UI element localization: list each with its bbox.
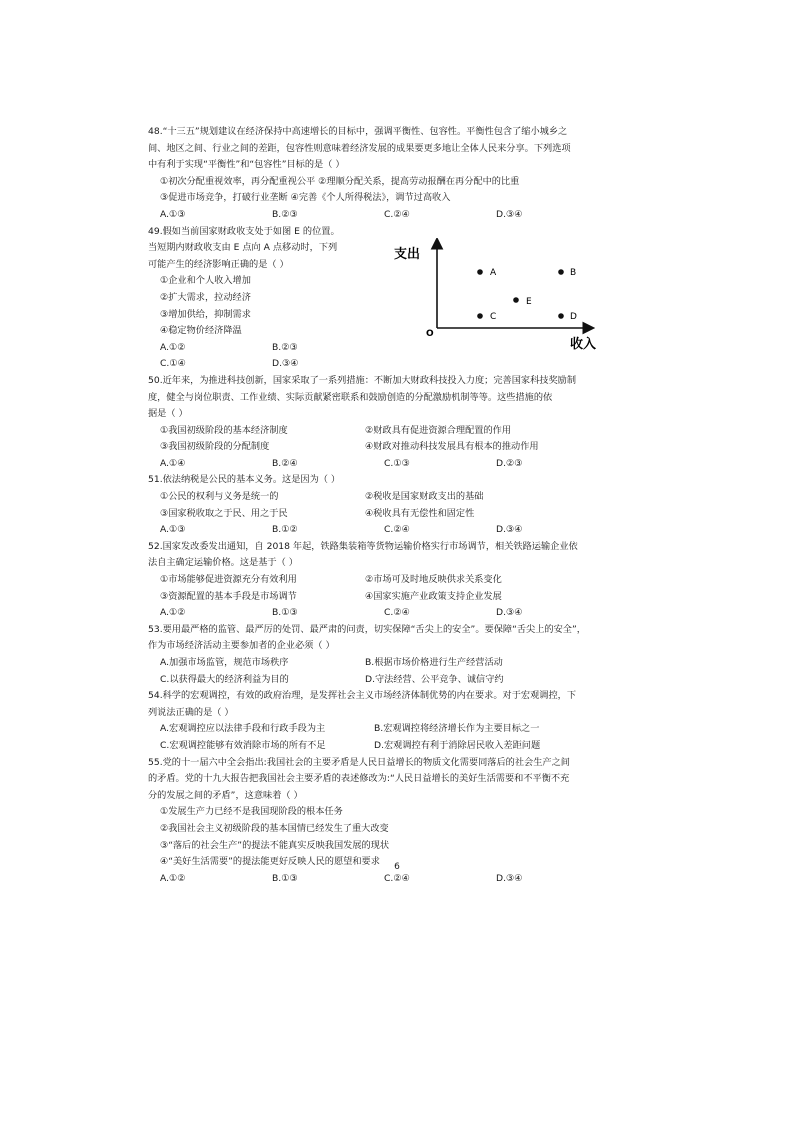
question-stem: 49.假如当前国家财政收支处于如图 E 的位置。 (148, 225, 340, 237)
answer-options (148, 207, 642, 224)
statement: ③资源配置的基本手段是市场调节 (160, 590, 297, 602)
statement: ④“美好生活需要”的提法能更好反映人民的愿望和要求 (160, 856, 380, 868)
option-d: D.守法经营、公平竞争、诚信守约 (365, 673, 504, 685)
statement: ②税收是国家财政支出的基础 (365, 491, 484, 503)
statement-row (148, 589, 642, 606)
question-stem: 中有利于实现“平衡性”和“包容性”目标的是（ ） (148, 159, 345, 171)
answer-options (148, 738, 642, 755)
question-54 (148, 688, 642, 754)
question-51 (148, 472, 642, 538)
answer-options (148, 721, 642, 738)
statement: ①我国初级阶段的基本经济制度 (160, 424, 288, 436)
question-stem: 51.依法纳税是公民的基本义务。这是因为（ ） (148, 474, 341, 486)
question-stem: 50.近年来，为推进科技创新，国家采取了一系列措施：不断加大财政科技投入力度；完善国家科技奖励制 (148, 374, 577, 386)
question-49 (148, 224, 642, 373)
option-b: B.②③ (272, 208, 298, 220)
point-b-label: B (570, 267, 577, 278)
point-c-label: C (490, 311, 497, 322)
question-50 (148, 373, 642, 473)
option-b: B.②③ (272, 341, 298, 353)
question-stem: 作为市场经济活动主要参加者的企业必须（ ） (148, 640, 335, 652)
option-a: A.①② (160, 872, 186, 884)
question-stem: 据是（ ） (148, 408, 188, 420)
answer-options (148, 871, 642, 888)
question-stem: 法自主确定运输价格。这是基于（ ） (148, 557, 298, 569)
point-a (477, 269, 483, 275)
statement: ③国家税收取之于民、用之于民 (160, 507, 288, 519)
question-stem: 当短期内财政收支由 E 点向 A 点移动时，下列 (148, 242, 338, 254)
option-d: D.宏观调控有利于消除居民收入差距问题 (374, 739, 541, 751)
statement-row (148, 572, 642, 589)
statement-row (148, 423, 642, 440)
x-axis-label: 收入 (570, 336, 597, 350)
answer-options (148, 605, 642, 622)
origin-label: O (426, 328, 434, 339)
point-e-label: E (526, 296, 532, 307)
question-48 (148, 124, 642, 224)
point-d-label: D (570, 311, 577, 322)
option-c: C.宏观调控能够有效消除市场的所有不足 (160, 739, 326, 751)
option-a: A.①④ (160, 457, 186, 469)
question-stem: 53.要用最严格的监管、最严厉的处罚、最严肃的问责，切实保障“舌尖上的安全”。要保障“舌尖上的安全”， (148, 623, 586, 635)
statement: ②我国社会主义初级阶段的基本国情已经发生了重大改变 (160, 822, 389, 834)
option-c: C.①③ (384, 457, 410, 469)
statement: ④国家实施产业政策支持企业发展 (365, 590, 502, 602)
answer-options (148, 522, 642, 539)
question-stem: 间、地区之间、行业之间的差距，包容性则意味着经济发展的成果要更多地让全体人民来分享。下列选项 (148, 142, 571, 154)
question-stem: 52.国家发改委发出通知，自 2018 年起，铁路集装箱等货物运输价格实行市场调节，相关铁路运输企业依 (148, 540, 578, 552)
question-stem: 可能产生的经济影响正确的是（ ） (148, 258, 289, 270)
answer-options (148, 672, 642, 689)
option-b: B.①② (272, 524, 298, 536)
option-d: D.③④ (272, 358, 299, 370)
statement: ③我国初级阶段的分配制度 (160, 441, 270, 453)
option-d: D.③④ (496, 872, 523, 884)
question-stem: 54.科学的宏观调控，有效的政府治理，是发挥社会主义市场经济体制优势的内在要求。对于宏观调控，下 (148, 690, 577, 702)
y-axis-label: 支出 (394, 246, 421, 262)
option-d: D.③④ (496, 208, 523, 220)
option-d: D.②③ (496, 457, 523, 469)
option-c: C.②④ (384, 524, 410, 536)
point-b (558, 269, 564, 275)
option-b: B.①③ (272, 607, 298, 619)
statement: ②扩大需求，拉动经济 (160, 291, 251, 303)
option-c: C.②④ (384, 872, 410, 884)
statement: ①初次分配重视效率，再分配重视公平 ②理顺分配关系，提高劳动报酬在再分配中的比重 (160, 175, 520, 187)
question-53 (148, 622, 642, 688)
option-a: A.加强市场监管，规范市场秩序 (160, 657, 289, 668)
statement: ④税收具有无偿性和固定性 (365, 507, 475, 519)
statement-row (148, 439, 642, 456)
option-c: C.①④ (160, 358, 186, 370)
point-e (513, 297, 519, 303)
question-stem: 度，健全与岗位职责、工作业绩、实际贡献紧密联系和鼓励创造的分配激励机制等等。这些措施的依 (148, 391, 553, 403)
statement: ③“落后的社会生产”的提法不能真实反映我国发展的现状 (160, 839, 390, 851)
option-d: D.③④ (496, 524, 523, 536)
statement: ①发展生产力已经不是我国现阶段的根本任务 (160, 806, 343, 818)
answer-options (148, 655, 642, 672)
option-c: C.以获得最大的经济利益为目的 (160, 673, 289, 685)
statement: ②市场可及时地反映供求关系变化 (365, 574, 502, 586)
statement: ④稳定物价经济降温 (160, 325, 242, 337)
question-stem: 48.“十三五”规划建议在经济保持中高速增长的目标中，强调平衡性、包容性。平衡性包含了缩小城乡之 (148, 126, 568, 137)
point-d (558, 313, 564, 319)
option-a: A.①③ (160, 208, 186, 220)
page-number: 6 (394, 862, 400, 872)
statement-row (148, 506, 642, 523)
question-stem: 列说法正确的是（ ） (148, 706, 234, 718)
point-a-label: A (490, 267, 497, 278)
answer-options (148, 356, 642, 373)
option-b: B.根据市场价格进行生产经营活动 (365, 657, 503, 668)
option-a: A.①② (160, 341, 186, 353)
option-d: D.③④ (496, 607, 523, 619)
option-b: B.②④ (272, 457, 298, 469)
statement: ③促进市场竞争，打破行业垄断 ④完善《个人所得税法》，调节过高收入 (160, 192, 451, 204)
option-c: C.②④ (384, 208, 410, 220)
question-52 (148, 539, 642, 622)
statement: ①企业和个人收入增加 (160, 275, 251, 287)
option-a: A.①③ (160, 524, 186, 536)
statement: ③增加供给，抑制需求 (160, 308, 251, 320)
fiscal-graph (392, 238, 602, 350)
option-b: B.①③ (272, 872, 298, 884)
option-a: A.宏观调控应以法律手段和行政手段为主 (160, 723, 326, 735)
statement-row (148, 489, 642, 506)
statement: ②财政具有促进资源合理配置的作用 (365, 424, 512, 436)
option-a: A.①② (160, 607, 186, 619)
question-stem: 的矛盾。党的十九大报告把我国社会主要矛盾的表述修改为:“人民日益增长的美好生活需要和不平衡不充 (148, 773, 570, 785)
answer-options (148, 456, 642, 473)
statement: ④财政对推动科技发展具有根本的推动作用 (365, 441, 539, 453)
statement: ①市场能够促进资源充分有效利用 (160, 574, 297, 586)
question-stem: 55.党的十一届六中全会指出:我国社会的主要矛盾是人民日益增长的物质文化需要同落后的社会生产之间 (148, 756, 570, 768)
question-stem: 分的发展之间的矛盾”，这意味着（ ） (148, 789, 303, 801)
statement: ①公民的权利与义务是统一的 (160, 491, 279, 503)
option-c: C.②④ (384, 607, 410, 619)
point-c (477, 313, 483, 319)
option-b: B.宏观调控将经济增长作为主要目标之一 (374, 723, 540, 735)
question-list (148, 124, 642, 887)
